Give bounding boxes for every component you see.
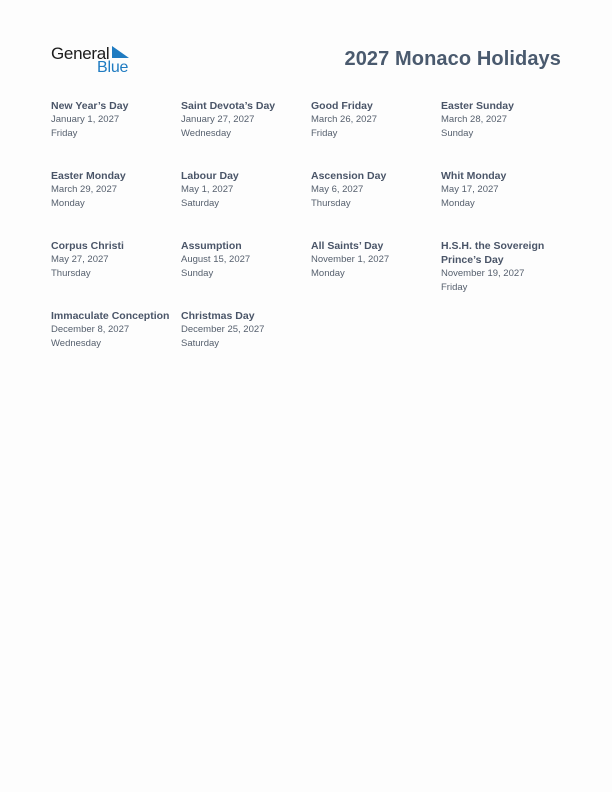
holiday-weekday: Thursday [51,268,91,279]
holiday-date: March 26, 2027 [311,114,378,125]
holiday-name: Christmas Day [181,310,255,322]
holiday-name: Good Friday [311,100,373,112]
holiday-item [51,308,181,378]
holiday-weekday: Saturday [181,338,220,349]
holiday-item [311,168,441,238]
holiday-item [181,308,311,378]
holiday-date: March 28, 2027 [441,114,508,125]
holiday-name: Labour Day [181,170,239,182]
holiday-name: H.S.H. the Sovereign Prince’s Day [441,240,545,266]
holiday-name: Assumption [181,240,242,252]
holiday-date: May 1, 2027 [181,184,234,195]
holiday-date: December 25, 2027 [181,324,265,335]
holiday-name: Saint Devota’s Day [181,100,276,112]
holiday-date: December 8, 2027 [51,324,130,335]
holiday-item [441,168,571,238]
holiday-date: May 6, 2027 [311,184,364,195]
holiday-item [51,168,181,238]
holiday-grid [51,98,571,378]
page-title: 2027 Monaco Holidays [344,48,561,70]
holiday-date: November 1, 2027 [311,254,390,265]
holiday-weekday: Monday [51,198,85,209]
holiday-name: New Year’s Day [51,100,129,112]
holiday-item [441,238,571,308]
holiday-weekday: Thursday [311,198,351,209]
holiday-weekday: Monday [441,198,475,209]
holiday-weekday: Monday [311,268,345,279]
holiday-name: All Saints’ Day [311,240,384,252]
holiday-date: March 29, 2027 [51,184,118,195]
holiday-name: Corpus Christi [51,240,124,252]
holiday-item [51,238,181,308]
generalblue-logo [51,44,141,78]
holiday-item [441,98,571,168]
holiday-date: January 27, 2027 [181,114,255,125]
holiday-name: Ascension Day [311,170,387,182]
holiday-date: May 17, 2027 [441,184,499,195]
holiday-date: January 1, 2027 [51,114,120,125]
holiday-item [311,238,441,308]
holiday-name: Immaculate Conception [51,310,170,322]
holiday-weekday: Sunday [441,128,474,139]
holiday-name: Easter Sunday [441,100,514,112]
holiday-item [311,98,441,168]
logo-text-blue: Blue [97,59,129,76]
holiday-item [51,98,181,168]
holiday-name: Easter Monday [51,170,126,182]
holiday-weekday: Saturday [181,198,220,209]
holiday-weekday: Wednesday [51,338,101,349]
logo-text-general: General [51,44,110,63]
holiday-item [181,238,311,308]
holiday-weekday: Wednesday [181,128,231,139]
holiday-date: November 19, 2027 [441,268,525,279]
holiday-weekday: Friday [311,128,338,139]
holiday-date: August 15, 2027 [181,254,251,265]
holiday-item [181,168,311,238]
holiday-name: Whit Monday [441,170,507,182]
holiday-date: May 27, 2027 [51,254,109,265]
holiday-weekday: Friday [51,128,78,139]
holiday-weekday: Sunday [181,268,214,279]
holiday-item [181,98,311,168]
holiday-weekday: Friday [441,282,468,293]
